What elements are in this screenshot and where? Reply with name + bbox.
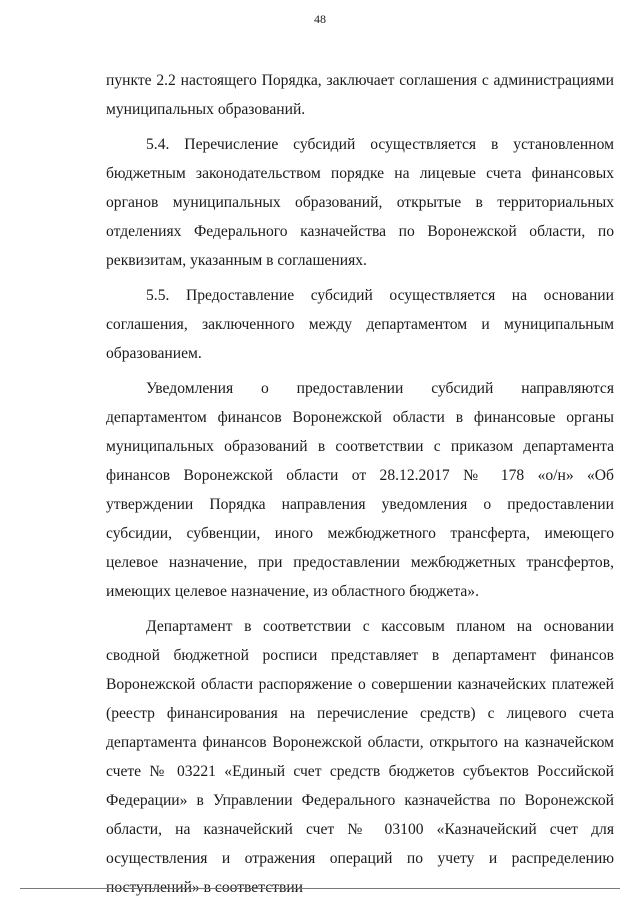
paragraph-5-5: 5.5. Предоставление субсидий осуществляется на основании соглашения, заключенного между департаментом и муниципальным образованием.: [106, 287, 614, 362]
page-number: 48: [314, 12, 326, 26]
paragraph-continuation: пункте 2.2 настоящего Порядка, заключает соглашения с администрациями муниципальных образований.: [106, 72, 614, 118]
paragraph-notifications: Уведомления о предоставлении субсидий направляются департаментом финансов Воронежской области в финансовые органы муниципальных образований в соответствии с приказом департамента финансов Воронежской области от 28.12.2017 № 178 «о/н» «Об утверждении Порядка направления уведомления о предоставлении субсидии, субвенции, иного межбюджетного трансферта, имеющего целевое назначение, при предоставлении межбюджетных трансфертов, имеющих целевое назначение, из областного бюджета».: [106, 380, 614, 600]
paragraph-department: Департамент в соответствии с кассовым планом на основании сводной бюджетной росписи представляет в департамент финансов Воронежской области распоряжение о совершении казначейских платежей (реестр финансирования на перечисление средств) с лицевого счета департамента финансов Воронежской области, открытого на казначейском счете № 03221 «Единый счет средств бюджетов субъектов Российской Федерации» в Управлении Федерального казначейства по Воронежской области, на казначейский счет № 03100 «Казначейский счет для осуществления и отражения операций по учету и распределению поступлений» в соответствии: [106, 618, 614, 896]
paragraph-5-4: 5.4. Перечисление субсидий осуществляется в установленном бюджетным законодательством порядке на лицевые счета финансовых органов муниципальных образований, открытые в территориальных отделениях Федерального казначейства по Воронежской области, по реквизитам, указанным в соглашениях.: [106, 136, 614, 269]
document-body: [106, 66, 614, 902]
page-bottom-divider: [20, 888, 620, 889]
